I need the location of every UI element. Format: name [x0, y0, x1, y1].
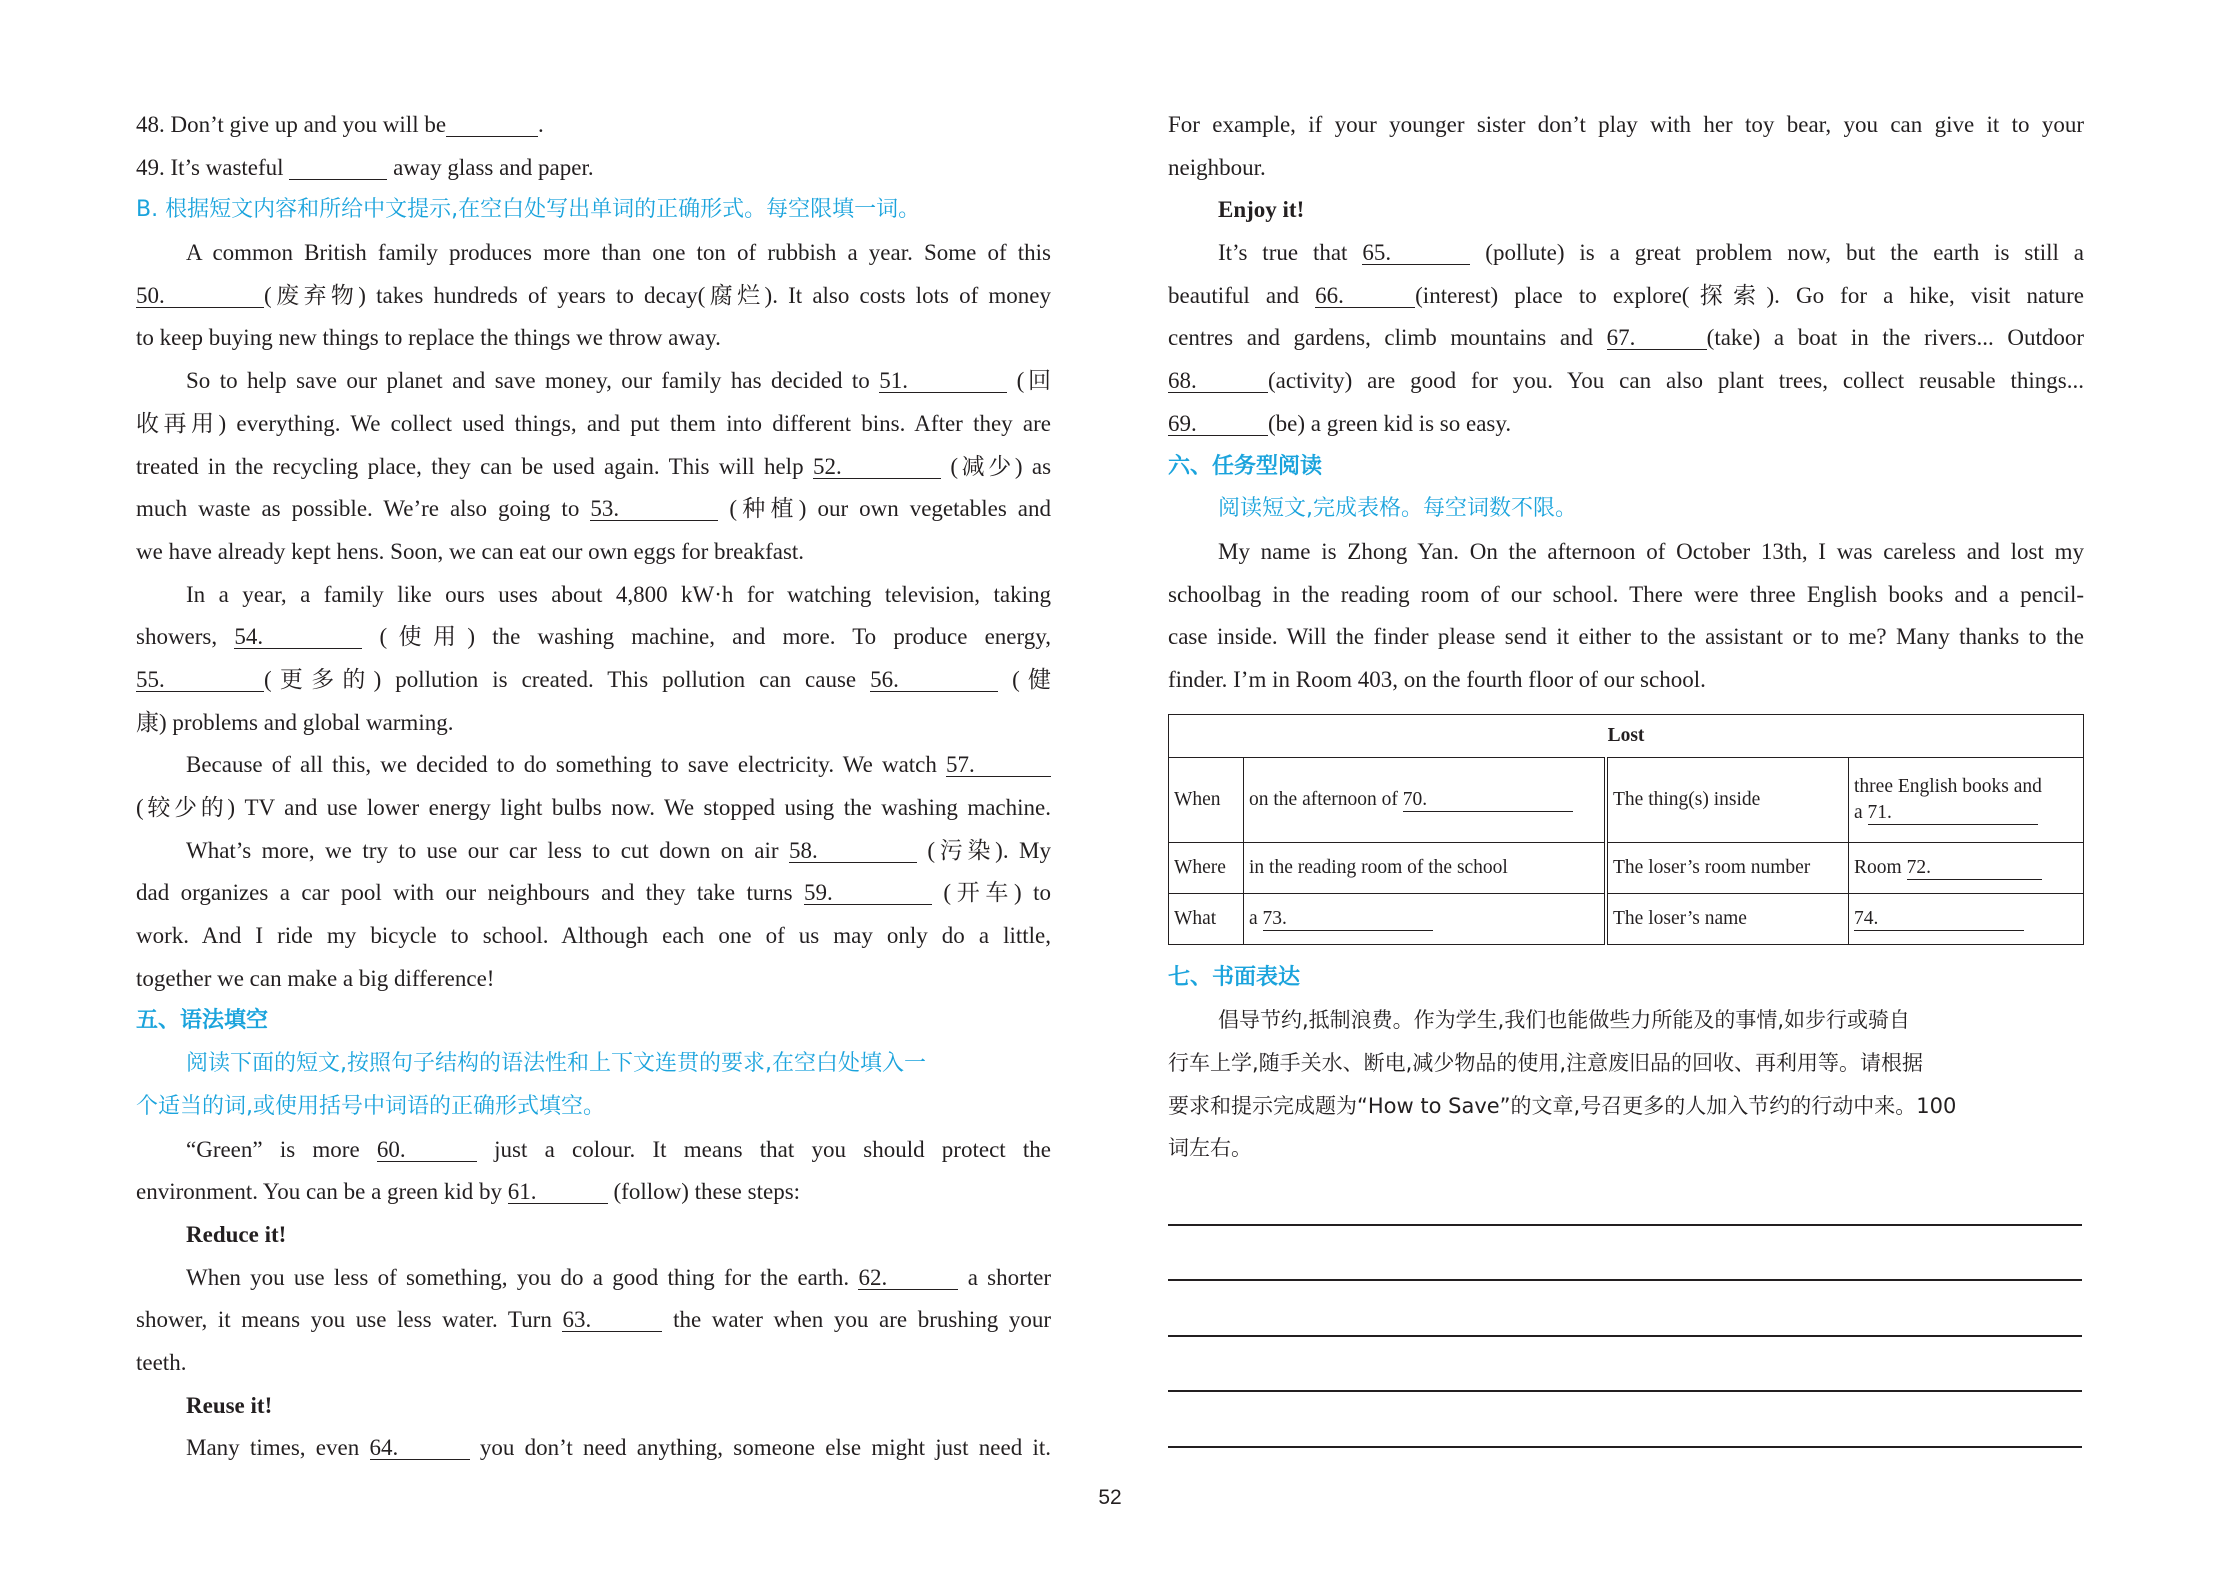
p7-line3: teeth. [136, 1349, 187, 1375]
p2-line2: 收再用) everything. We collect used things, and put them into different bins. After they are [136, 410, 1051, 436]
p5-l1a: What’s more, we try to use our car less to cut down on air [186, 837, 779, 863]
p4-line2: (较少的) TV and use lower energy light bulbs now. We stopped using the washing machine. [136, 795, 1051, 820]
p5-line1 [136, 830, 1051, 873]
answer-blank-55[interactable]: 55. [136, 669, 264, 692]
p6-l1a: “Green” is more [186, 1136, 360, 1162]
section-6-instruction: 阅读短文,完成表格。每空词数不限。 [1218, 496, 1577, 522]
section-7-title: 七、书面表达 [1168, 964, 1301, 990]
p2-line4 [136, 488, 1051, 531]
lost-table [1168, 714, 2084, 945]
p5-l2a: dad organizes a car pool with our neighbours and they take turns [136, 880, 793, 906]
table-key: The loser’s name [1606, 893, 1849, 944]
table-key: What [1169, 893, 1244, 944]
answer-blank-53[interactable]: 53. [590, 498, 718, 521]
p10-l1b: (pollute) is a great problem now, but the earth is still a [1485, 240, 2084, 266]
writing-line[interactable] [1168, 1170, 2082, 1226]
p2-l1a: So to help save our planet and save money, our family has decided to [186, 368, 870, 394]
table-row [1169, 757, 2084, 842]
answer-blank-51[interactable]: 51. [879, 370, 1007, 393]
p2-line5: we have already kept hens. Soon, we can eat our own eggs for breakfast. [136, 538, 805, 564]
answer-blank-48[interactable] [446, 114, 538, 137]
reuse-heading: Reuse it! [186, 1392, 273, 1418]
p10-l5b: (be) a green kid is so easy. [1268, 410, 1512, 436]
p10-l3a: centres and gardens, climb mountains and [1168, 325, 1594, 351]
answer-blank-71[interactable]: 71. [1868, 802, 2038, 825]
section-5-instruction-2: 个适当的词,或使用括号中词语的正确形式填空。 [136, 1093, 605, 1119]
p1-line2-text: (废弃物) takes hundreds of years to decay(腐烂). It also costs lots of money [264, 282, 1051, 308]
section-7-line2: 行车上学,随手关水、断电,减少物品的使用,注意废旧品的回收、再利用等。请根据 [1168, 1051, 1924, 1075]
p2-l4a: much waste as possible. We’re also going to [136, 496, 580, 522]
section-7-line3: 要求和提示完成题为“How to Save”的文章,号召更多的人加入节约的行动中来。100 [1168, 1093, 1957, 1118]
table-value [1244, 893, 1607, 944]
p9-line1: For example, if your younger sister don’t play with her toy bear, you can give it to your [1168, 112, 2084, 137]
p10-l3b: (take) a boat in the rivers... Outdoor [1706, 325, 2084, 351]
p3-l2b: (使用) the washing machine, and more. To produce energy, [379, 624, 1051, 650]
p5-line4: together we can make a big difference! [136, 965, 495, 991]
p1-line3: to keep buying new things to replace the things we throw away. [136, 325, 721, 351]
p5-line2 [136, 872, 1051, 915]
answer-blank-70[interactable]: 70. [1403, 789, 1573, 812]
table-key: When [1169, 757, 1244, 842]
answer-blank-61[interactable]: 61. [508, 1181, 608, 1204]
p3-l3b: (健 [1012, 666, 1051, 692]
q49-post: away glass and paper. [393, 154, 594, 180]
answer-blank-52[interactable]: 52. [813, 456, 941, 479]
table-value-text: Room [1854, 856, 1902, 878]
table-value [1849, 893, 2084, 944]
p1-line2 [136, 275, 1051, 318]
p3-line2 [136, 616, 1051, 659]
p9-line2: neighbour. [1168, 154, 1266, 180]
section-7-line4: 词左右。 [1168, 1136, 1252, 1161]
p7-l2a: shower, it means you use less water. Turn [136, 1307, 552, 1333]
writing-line[interactable] [1168, 1392, 2082, 1448]
answer-blank-49[interactable] [289, 157, 387, 180]
p7-l1b: a shorter [967, 1264, 1051, 1290]
p6-l2b: (follow) these steps: [613, 1179, 801, 1205]
section-b-instruction: B. 根据短文内容和所给中文提示,在空白处写出单词的正确形式。每空限填一词。 [136, 197, 921, 223]
answer-blank-57[interactable]: 57. [946, 754, 1051, 777]
p10-line1 [1168, 232, 2084, 275]
p3-line4: 康) problems and global warming. [136, 709, 454, 735]
section-7-line1: 倡导节约,抵制浪费。作为学生,我们也能做些力所能及的事情,如步行或骑自 [1218, 1008, 1911, 1033]
answer-blank-56[interactable]: 56. [870, 669, 998, 692]
question-48 [136, 104, 1051, 147]
answer-blank-63[interactable]: 63. [562, 1309, 662, 1332]
p4-l1a: Because of all this, we decided to do something to save electricity. We watch [186, 752, 937, 778]
p7-l1a: When you use less of something, you do a good thing for the earth. [186, 1264, 850, 1290]
p10-l1a: It’s true that [1218, 240, 1348, 266]
p5-line3: work. And I ride my bicycle to school. Although each one of us may only do a little, [136, 923, 1051, 949]
answer-blank-73[interactable]: 73. [1263, 908, 1433, 931]
answer-blank-59[interactable]: 59. [804, 882, 932, 905]
p8-l1a: Many times, even [186, 1435, 360, 1461]
p3-line3 [136, 659, 1051, 702]
table-value-text: a [1249, 907, 1258, 929]
question-49 [136, 147, 1051, 190]
answer-blank-66[interactable]: 66. [1315, 285, 1415, 308]
enjoy-heading: Enjoy it! [1218, 197, 1305, 223]
answer-blank-69[interactable]: 69. [1168, 413, 1268, 436]
p3-l2a: showers, [136, 624, 218, 650]
p6-line2 [136, 1171, 1051, 1214]
p2-l3a: treated in the recycling place, they can be used again. This will help [136, 453, 804, 479]
p10-line3 [1168, 317, 2084, 360]
p7-l2b: the water when you are brushing your [673, 1307, 1051, 1333]
p4-line1 [136, 744, 1051, 787]
p10-l4b: (activity) are good for you. You can also plant trees, collect reusable things... [1268, 368, 2084, 394]
table-value: in the reading room of the school [1244, 842, 1607, 893]
p2-line3 [136, 446, 1051, 489]
p8-l1b: you don’t need anything, someone else might just need it. [479, 1435, 1051, 1461]
table-key: The loser’s room number [1606, 842, 1849, 893]
p11-line4: finder. I’m in Room 403, on the fourth floor of our school. [1168, 666, 1706, 692]
p1-line1: A common British family produces more than one ton of rubbish a year. Some of this [186, 240, 1051, 266]
q48-end: . [538, 112, 544, 137]
p2-line1 [136, 360, 1051, 403]
table-value-text: on the afternoon of [1249, 788, 1398, 810]
answer-blank-50[interactable]: 50. [136, 285, 264, 308]
answer-blank-67[interactable]: 67. [1607, 327, 1707, 350]
right-column [1168, 104, 2084, 1448]
p11-line3: case inside. Will the finder please send it either to the assistant or to me? Many thanks to the [1168, 624, 2084, 650]
table-value [1849, 842, 2084, 893]
p6-line1 [136, 1129, 1051, 1172]
table-value-text: a [1854, 801, 1863, 823]
table-value [1244, 757, 1607, 842]
table-row [1169, 893, 2084, 944]
section-5-title: 五、语法填空 [136, 1008, 269, 1034]
table-key: Where [1169, 842, 1244, 893]
p2-l1b: (回 [1016, 368, 1051, 394]
p6-l1b: just a colour. It means that you should protect the [494, 1136, 1051, 1162]
p7-line1 [136, 1257, 1051, 1300]
p10-l2a: beautiful and [1168, 282, 1300, 308]
p5-l1b: (污染). My [927, 837, 1051, 863]
p3-l3a: (更多的) pollution is created. This pollution can cause [264, 666, 857, 692]
p10-line4 [1168, 360, 2084, 403]
answer-blank-54[interactable]: 54. [234, 626, 362, 649]
left-column [136, 104, 1051, 1470]
answer-blank-65[interactable]: 65. [1362, 242, 1470, 265]
page-number: 52 [1098, 1486, 1122, 1509]
table-key: The thing(s) inside [1606, 757, 1849, 842]
table-value [1849, 757, 2084, 842]
writing-line[interactable] [1168, 1281, 2082, 1337]
table-value-text: three English books and [1854, 775, 2042, 797]
p11-line2: schoolbag in the reading room of our school. There were three English books and a pencil- [1168, 581, 2084, 607]
section-6-title: 六、任务型阅读 [1168, 453, 1323, 479]
answer-blank-64[interactable]: 64. [370, 1437, 470, 1460]
q49-pre: 49. It’s wasteful [136, 154, 284, 180]
q48-text: 48. Don’t give up and you will be [136, 112, 447, 137]
answer-blank-60[interactable]: 60. [377, 1139, 477, 1162]
p7-line2 [136, 1299, 1051, 1342]
p10-line2 [1168, 275, 2084, 318]
p10-l2b: (interest) place to explore(探索). Go for a hike, visit nature [1415, 282, 2084, 308]
answer-blank-74[interactable]: 74. [1854, 908, 2024, 931]
answer-blank-72[interactable]: 72. [1907, 857, 2042, 880]
answer-blank-58[interactable]: 58. [789, 840, 917, 863]
table-row [1169, 842, 2084, 893]
p2-l3b: (减少) as [950, 453, 1051, 479]
p2-l4b: (种植) our own vegetables and [729, 496, 1051, 522]
p5-l2b: (开车) to [943, 880, 1051, 906]
answer-blank-62[interactable]: 62. [858, 1267, 958, 1290]
p8-line1 [136, 1427, 1051, 1470]
writing-line[interactable] [1168, 1337, 2082, 1393]
section-5-instruction-1: 阅读下面的短文,按照句子结构的语法性和上下文连贯的要求,在空白处填入一 [186, 1051, 926, 1077]
reduce-heading: Reduce it! [186, 1221, 287, 1247]
writing-line[interactable] [1168, 1226, 2082, 1282]
lost-table-title: Lost [1169, 714, 2084, 757]
p3-line1: In a year, a family like ours uses about 4,800 kW·h for watching television, taking [186, 581, 1051, 607]
p11-line1: My name is Zhong Yan. On the afternoon of October 13th, I was careless and lost my [1218, 538, 2084, 564]
answer-blank-68[interactable]: 68. [1168, 370, 1268, 393]
p6-l2a: environment. You can be a green kid by [136, 1179, 503, 1205]
p10-line5 [1168, 403, 2084, 446]
